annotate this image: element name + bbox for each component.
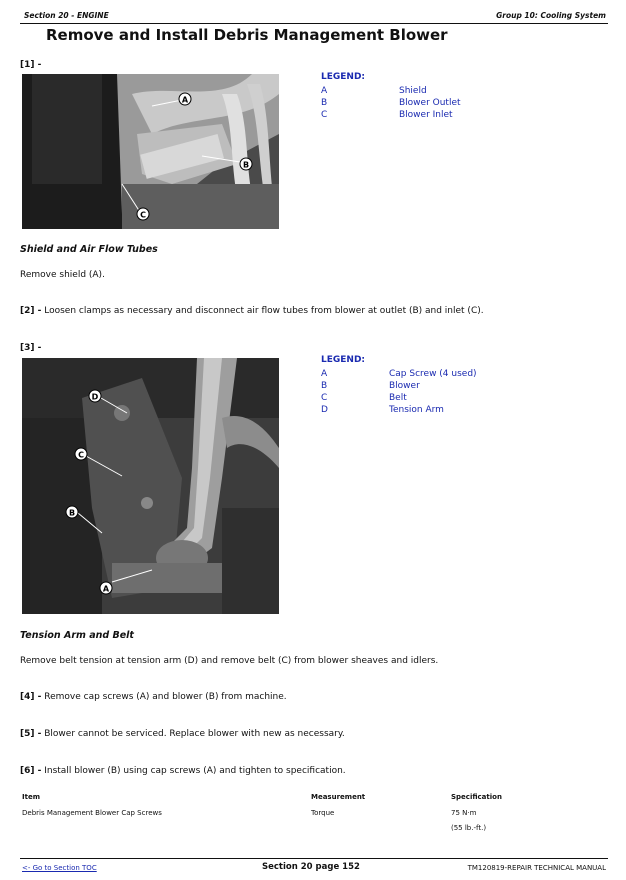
legend-letter: B xyxy=(321,98,328,108)
legend-descriptions xyxy=(389,368,477,416)
subheading-tension-arm: Tension Arm and Belt xyxy=(20,630,134,641)
step-number: [4] - xyxy=(20,692,42,702)
page-title: Remove and Install Debris Management Blower xyxy=(46,26,448,44)
legend-text: Blower xyxy=(389,381,420,391)
spec-measurement: Torque xyxy=(311,809,335,817)
callout-d xyxy=(89,390,101,402)
legend-text: Tension Arm xyxy=(389,405,444,415)
legend-text: Belt xyxy=(389,393,407,403)
header-divider xyxy=(20,23,608,24)
step-number: [5] - xyxy=(20,729,42,739)
blower-shield-illustration xyxy=(22,74,279,229)
callout-c xyxy=(75,448,87,460)
tension-arm-photo xyxy=(22,358,279,614)
callout-b xyxy=(240,158,252,170)
instruction-text: Remove belt tension at tension arm (D) and remove belt (C) from blower sheaves and idlers. xyxy=(20,656,439,666)
callout-letter: B xyxy=(68,508,76,518)
section-toc-link[interactable]: <- Go to Section TOC xyxy=(22,864,97,872)
legend-title: LEGEND: xyxy=(321,355,366,365)
spec-value-imperial: (55 lb.-ft.) xyxy=(451,824,487,832)
subheading-shield: Shield and Air Flow Tubes xyxy=(20,244,158,255)
legend-letters xyxy=(321,85,327,121)
callout-a xyxy=(179,93,191,105)
callout-letter: C xyxy=(78,450,84,460)
callout-a xyxy=(100,582,112,594)
legend-letter: C xyxy=(321,110,328,120)
legend-text: Cap Screw (4 used) xyxy=(389,369,477,379)
blower-shield-photo xyxy=(22,74,279,229)
legend-letters xyxy=(321,368,328,416)
legend-letter: A xyxy=(321,369,328,379)
step-5 xyxy=(20,729,345,739)
legend-letter: D xyxy=(321,405,328,415)
page-number: Section 20 page 152 xyxy=(262,862,360,872)
spec-header-measurement: Measurement xyxy=(311,793,366,801)
spec-header-specification: Specification xyxy=(451,793,502,801)
step-number: [6] - xyxy=(20,766,42,776)
section-header: Section 20 - ENGINE xyxy=(24,11,109,20)
step-6 xyxy=(20,766,346,776)
callout-letter: A xyxy=(181,95,189,105)
tension-arm-illustration xyxy=(22,358,279,614)
step-2 xyxy=(20,306,484,316)
footer-divider xyxy=(20,858,608,859)
callout-letter: A xyxy=(102,584,110,594)
callout-b xyxy=(66,506,78,518)
legend-letter: A xyxy=(321,86,328,96)
step-text: Blower cannot be serviced. Replace blower with new as necessary. xyxy=(44,729,345,739)
callout-letter: D xyxy=(91,392,99,402)
step-1-label: [1] - xyxy=(20,60,42,70)
legend-text: Shield xyxy=(399,86,427,96)
step-number: [2] - xyxy=(20,306,42,316)
spec-header-item: Item xyxy=(22,793,40,801)
legend-text: Blower Outlet xyxy=(399,98,461,108)
step-text: Remove cap screws (A) and blower (B) from machine. xyxy=(44,692,287,702)
step-3-label: [3] - xyxy=(20,343,42,353)
instruction-text: Remove shield (A). xyxy=(20,270,105,280)
step-text: Install blower (B) using cap screws (A) and tighten to specification. xyxy=(44,766,346,776)
legend-text: Blower Inlet xyxy=(399,110,453,120)
step-4 xyxy=(20,692,287,702)
legend-letter: C xyxy=(321,393,328,403)
legend-title: LEGEND: xyxy=(321,72,366,82)
group-header: Group 10: Cooling System xyxy=(496,11,606,20)
spec-value-metric: 75 N·m xyxy=(451,809,477,817)
callout-c xyxy=(137,208,149,220)
legend-letter: B xyxy=(321,381,328,391)
step-text: Loosen clamps as necessary and disconnect air flow tubes from blower at outlet (B) and inlet (C). xyxy=(44,306,484,316)
callout-letter: B xyxy=(242,160,250,170)
legend-descriptions xyxy=(399,85,461,121)
spec-item: Debris Management Blower Cap Screws xyxy=(22,809,162,817)
manual-title: TM120819-REPAIR TECHNICAL MANUAL xyxy=(467,864,606,872)
callout-letter: C xyxy=(140,210,146,220)
